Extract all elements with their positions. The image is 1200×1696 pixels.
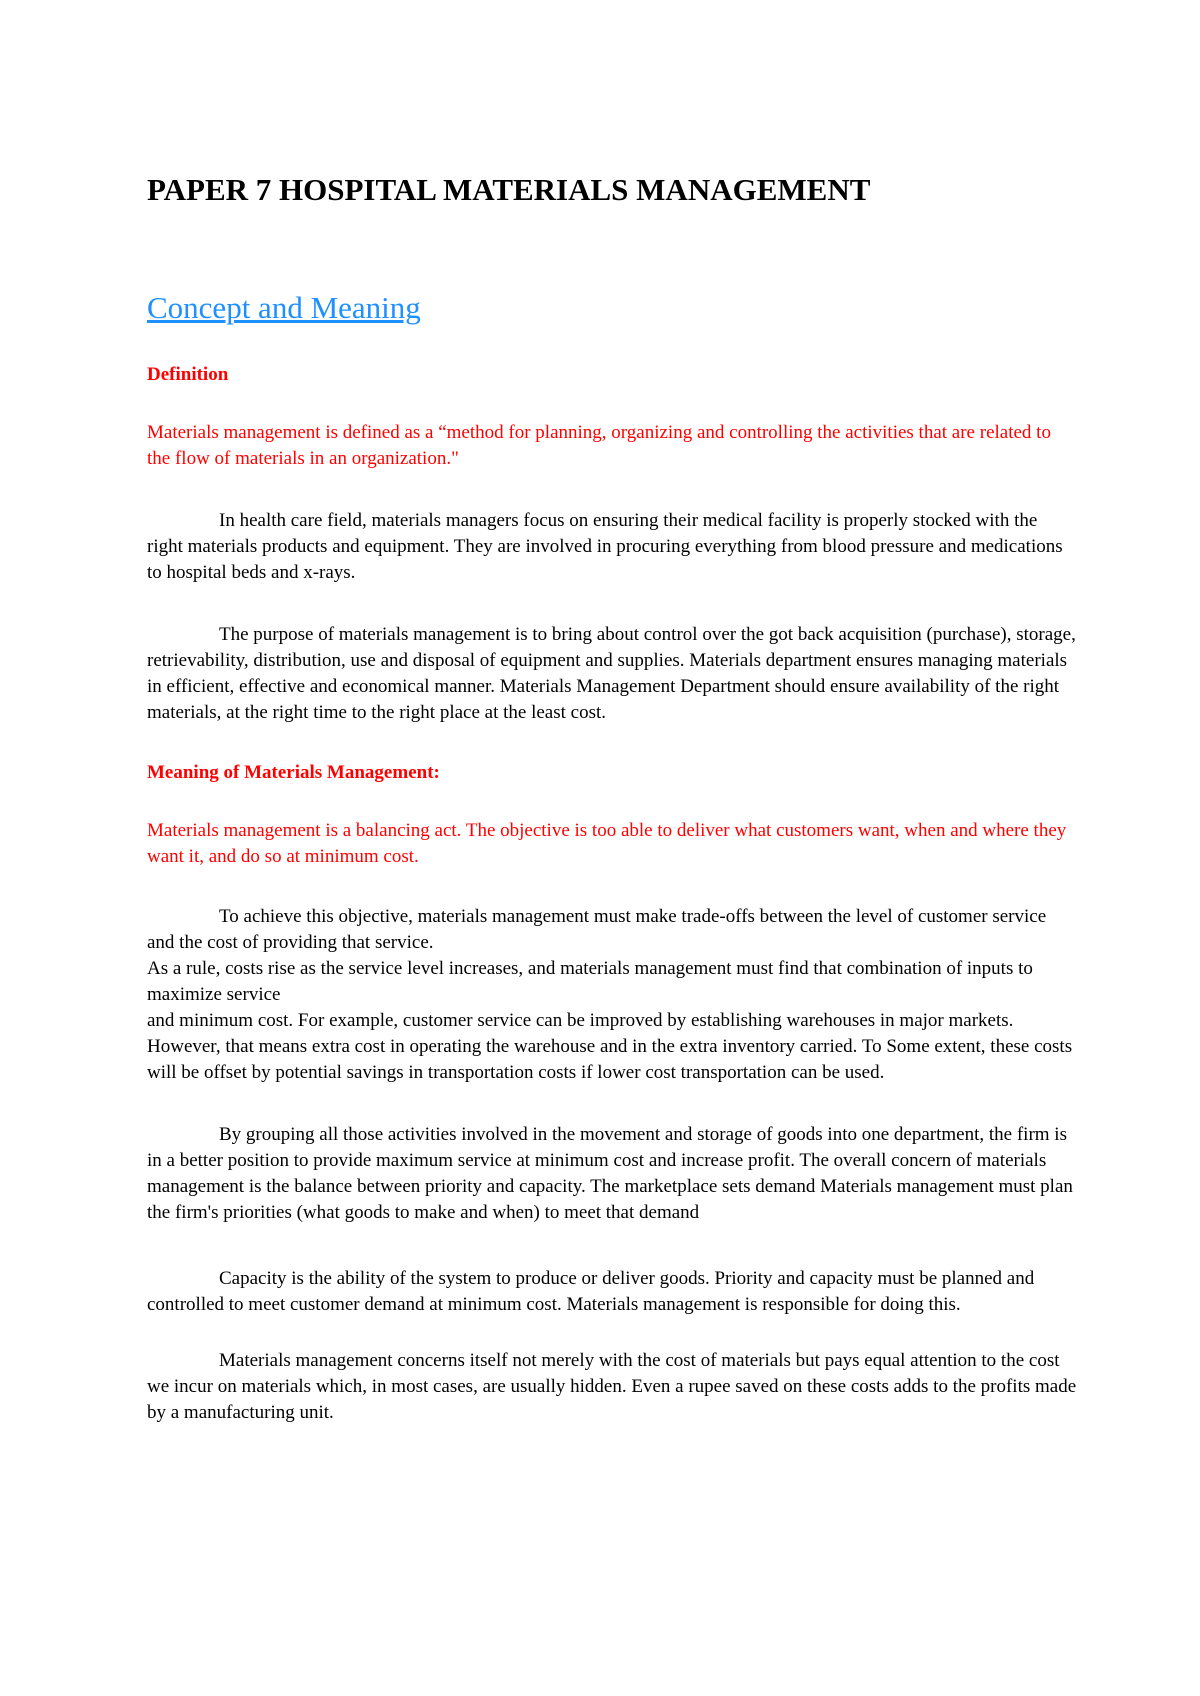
paragraph-achieve-line-3: and minimum cost. For example, customer service can be improved by establishing warehouses in major markets. However, that means extra cost in operating the warehouse and in the extra inventory carried. To Some extent, these costs will be offset by potential savings in transportation costs if lower cost transportation can be used.: [147, 1010, 1073, 1083]
definition-heading: Definition: [147, 364, 229, 385]
paragraph-achieve-line-2: As a rule, costs rise as the service level increases, and materials management must find that combination of inputs to maximize service: [147, 958, 1033, 1005]
paragraph-health-care: In health care field, materials managers focus on ensuring their medical facility is properly stocked with the right materials products and equipment. They are involved in procuring everything from blood pressure and medications to hospital beds and x-rays.: [147, 510, 1063, 583]
document-body: [147, 170, 1077, 1426]
section-heading-concept[interactable]: Concept and Meaning: [147, 290, 421, 325]
paragraph-achieve-line-1: To achieve this objective, materials management must make trade-offs between the level of customer service and the cost of providing that service.: [147, 906, 1047, 953]
paragraph-purpose: The purpose of materials management is to bring about control over the got back acquisition (purchase), storage, retrievability, distribution, use and disposal of equipment and supplies. Materials department ensures managing materials in efficient, effective and economical manner. Materials Management Department should ensure availability of the right materials, at the right time to the right place at the least cost.: [147, 624, 1076, 723]
paragraph-achieve: [147, 904, 1077, 1086]
document-title: PAPER 7 HOSPITAL MATERIALS MANAGEMENT: [147, 172, 871, 207]
paragraph-grouping: By grouping all those activities involved in the movement and storage of goods into one department, the firm is in a better position to provide maximum service at minimum cost and increase profit. The overall concern of materials management is the balance between priority and capacity. The marketplace sets demand Materials management must plan the firm's priorities (what goods to make and when) to meet that demand: [147, 1124, 1073, 1223]
paragraph-cost: Materials management concerns itself not merely with the cost of materials but pays equal attention to the cost we incur on materials which, in most cases, are usually hidden. Even a rupee saved on these costs adds to the profits made by a manufacturing unit.: [147, 1350, 1077, 1423]
meaning-heading: Meaning of Materials Management:: [147, 762, 440, 783]
paragraph-capacity: Capacity is the ability of the system to produce or deliver goods. Priority and capacity must be planned and controlled to meet customer demand at minimum cost. Materials management is responsible for doing this.: [147, 1268, 1035, 1315]
definition-text: Materials management is defined as a “method for planning, organizing and controlling the activities that are related to the flow of materials in an organization.": [147, 422, 1051, 469]
meaning-text: Materials management is a balancing act. The objective is too able to deliver what customers want, when and where they want it, and do so at minimum cost.: [147, 820, 1067, 867]
